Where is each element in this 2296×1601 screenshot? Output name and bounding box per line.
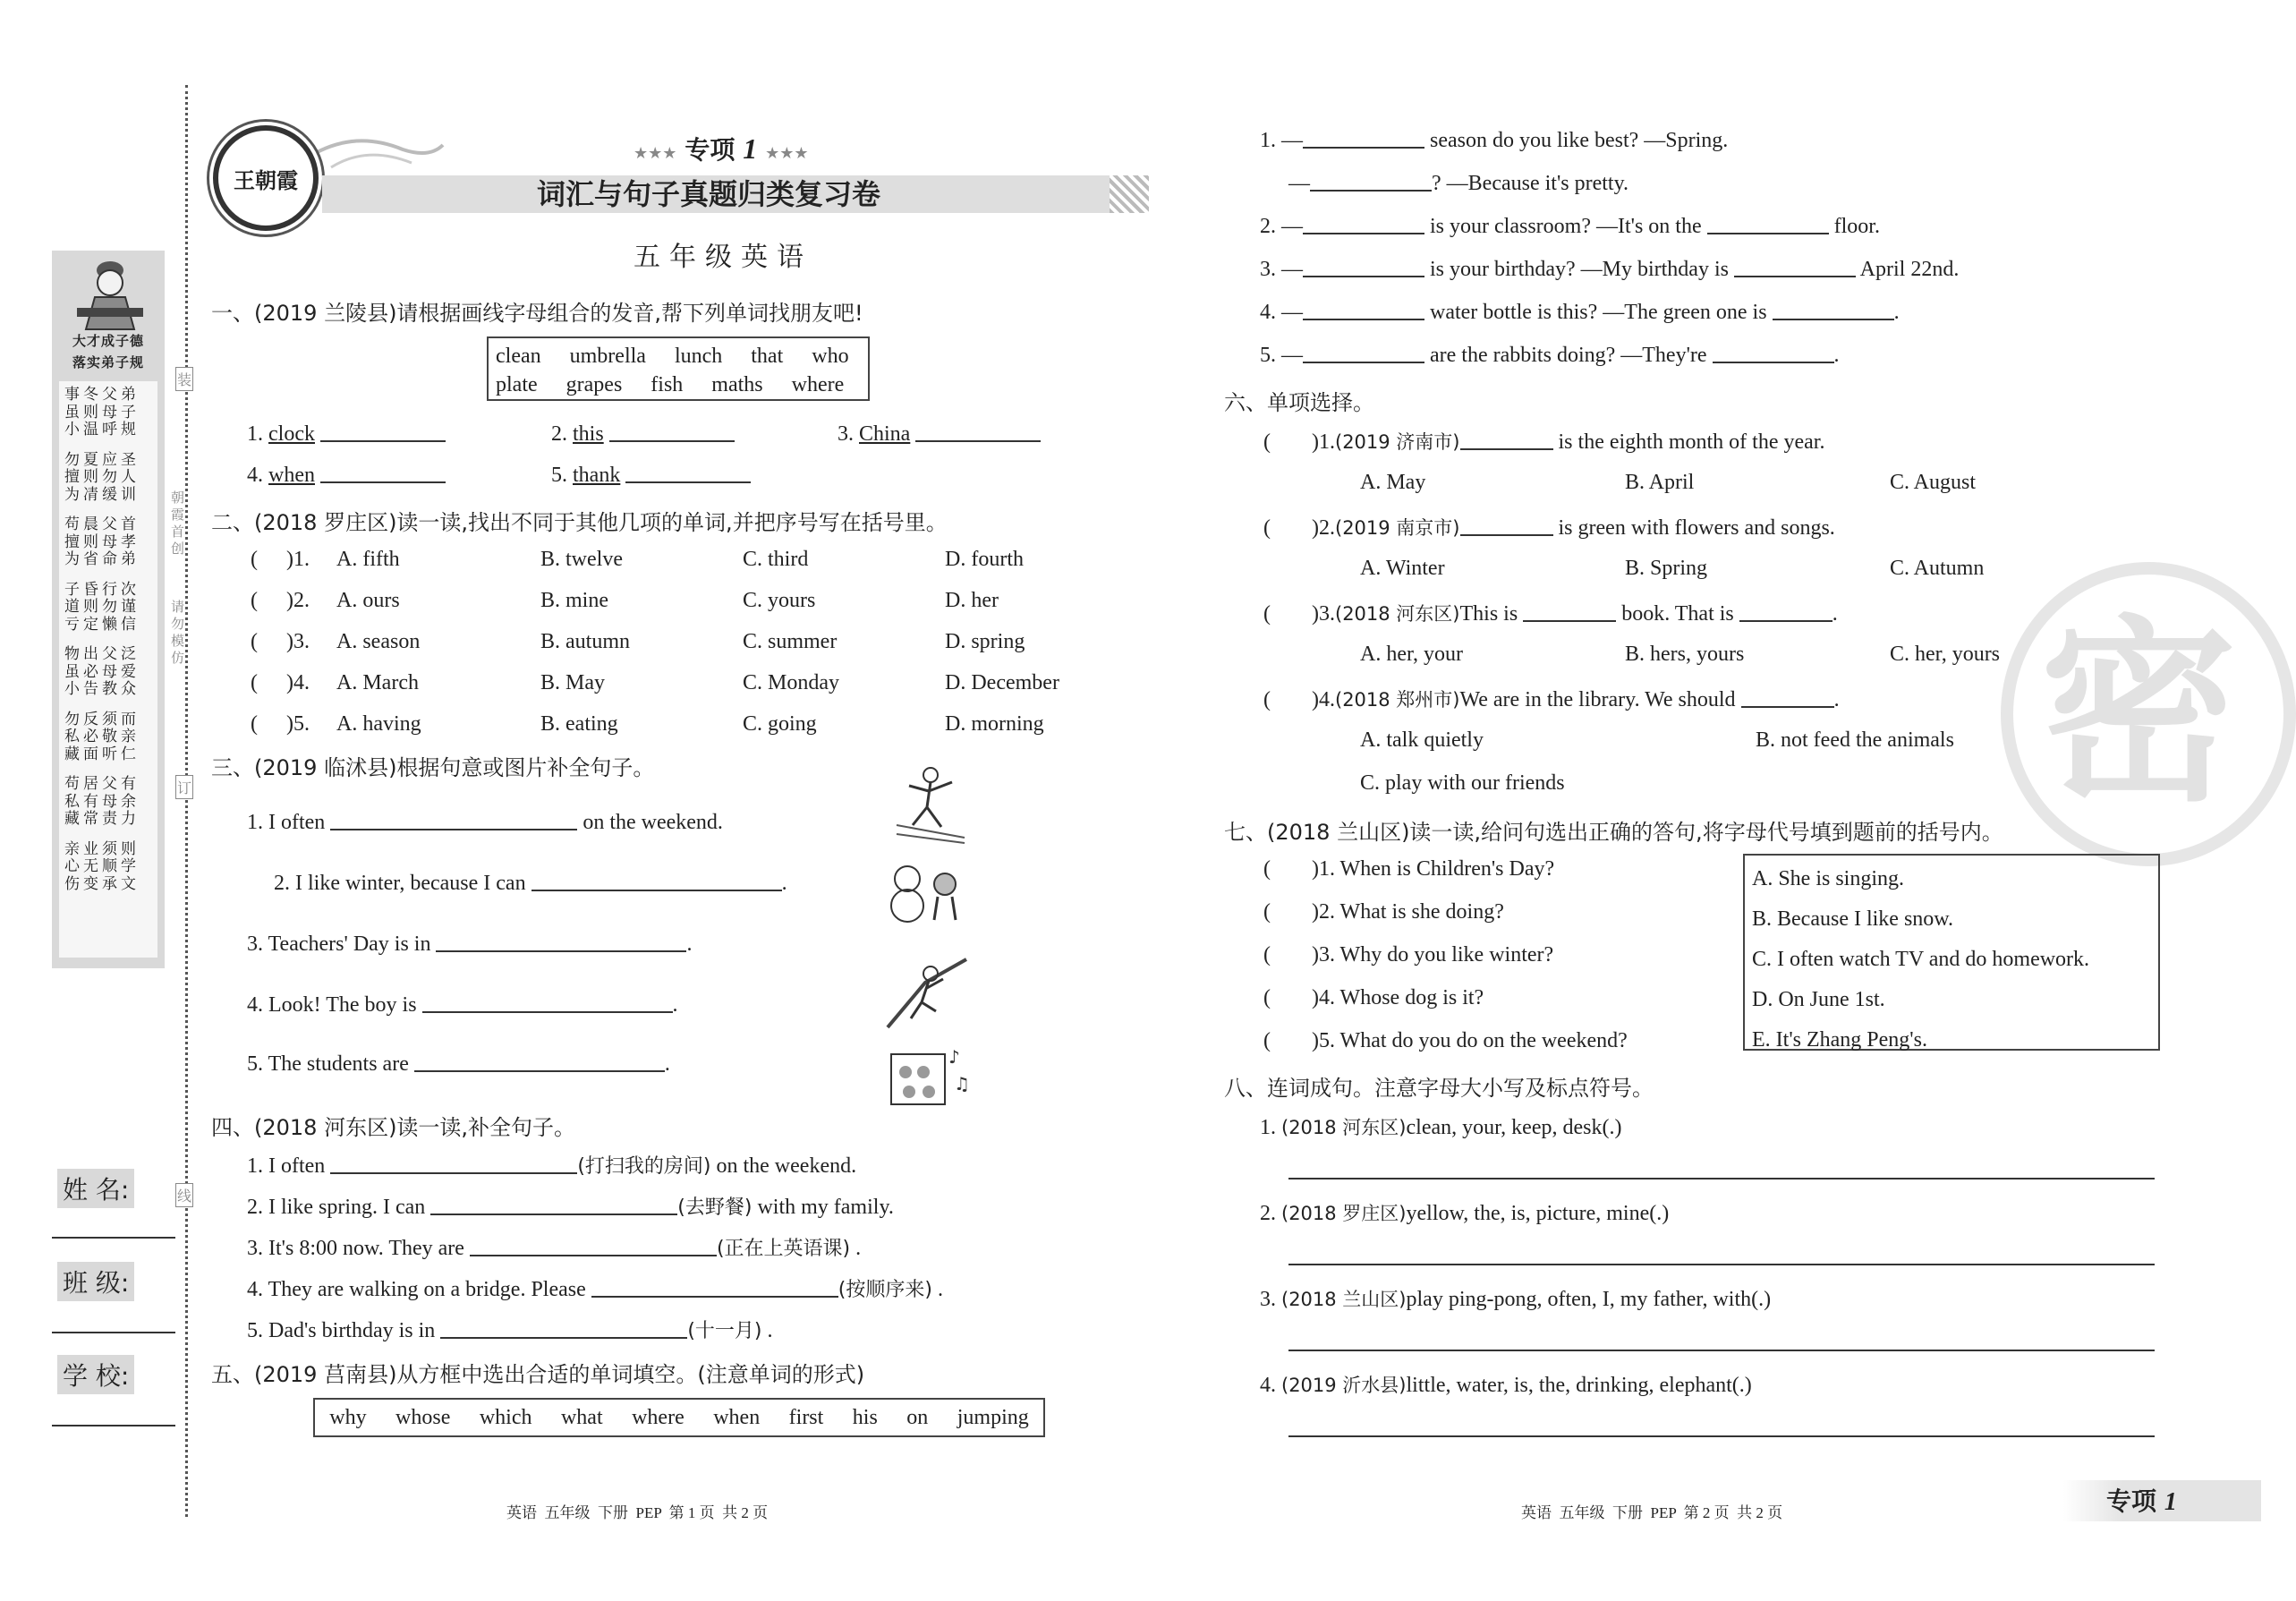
s2-row-a[interactable]: A. ours	[336, 589, 400, 612]
verse-line: 事冬父弟	[64, 386, 140, 404]
verse-block	[64, 516, 157, 569]
s2-row-paren[interactable]: (	[251, 589, 258, 612]
s6-item-1: ( )1.(2019 济南市) is the eighth month of the year.	[1263, 430, 1825, 454]
s2-row-a[interactable]: A. March	[336, 671, 419, 694]
s5-item-1b: — ? —Because it's pretty.	[1288, 172, 1629, 195]
margin-notice-2: 请勿模仿	[169, 600, 185, 668]
verse-block	[64, 646, 157, 699]
stars-right: ★★★	[765, 144, 809, 163]
s7-question: ( )1. When is Children's Day?	[1263, 857, 1555, 881]
verse-line: 虽必母爱	[64, 662, 140, 681]
verse-line: 私必敬亲	[64, 728, 140, 745]
margin-char-zhuang: 装	[175, 367, 193, 391]
page-subtitle: 五年级英语	[634, 242, 812, 273]
answer-blank[interactable]	[320, 462, 446, 483]
s2-row-a[interactable]: A. having	[336, 712, 421, 736]
s2-row-q: )5.	[286, 712, 310, 736]
binding-dotted-line	[185, 85, 188, 1517]
answer-blank[interactable]	[531, 870, 782, 891]
s5-item-3: 3. — is your birthday? —My birthday is April 22nd.	[1260, 258, 1960, 281]
verse-line: 苟晨父首	[64, 515, 140, 533]
s6-heading: 六、单项选择。	[1224, 390, 1374, 415]
stamp-char: 密	[2040, 599, 2238, 828]
s2-row-c[interactable]: C. third	[743, 548, 809, 571]
s2-row-d[interactable]: D. morning	[945, 712, 1044, 736]
answer-blank[interactable]	[1773, 299, 1894, 320]
s5-box-word: on	[906, 1406, 929, 1429]
answer-blank[interactable]	[414, 1051, 665, 1072]
logo-badge	[213, 125, 319, 231]
school-field[interactable]	[52, 1425, 175, 1426]
s3-item-1: 1. I often on the weekend.	[247, 811, 723, 834]
footer-right: 英语 五年级 下册 PEP 第 2 页 共 2 页	[1521, 1504, 1783, 1521]
s5-box-word: when	[713, 1406, 761, 1429]
answer-blank[interactable]	[915, 421, 1041, 442]
verse-line: 勿反须而	[64, 710, 140, 728]
s1-box-row-1	[496, 342, 868, 370]
verse-block	[64, 387, 157, 439]
verse-block	[64, 582, 157, 634]
s2-row-b[interactable]: B. May	[540, 671, 605, 694]
answer-blank[interactable]	[1713, 342, 1834, 363]
s8-answer-line[interactable]	[1288, 1350, 2155, 1351]
name-field[interactable]	[52, 1237, 175, 1239]
footer-left: 英语 五年级 下册 PEP 第 1 页 共 2 页	[506, 1504, 769, 1521]
topic-label: 专项	[685, 135, 736, 165]
verse-line: 小告教众	[64, 680, 140, 698]
answer-paren[interactable]	[1271, 430, 1312, 450]
s1-item-3: 3. China	[838, 421, 1041, 447]
s7-answer: B. Because I like snow.	[1752, 907, 1954, 931]
s8-item: 2. (2018 罗庄区)yellow, the, is, picture, mine(.)	[1260, 1202, 1670, 1225]
answer-blank[interactable]	[440, 1317, 687, 1339]
svg-text:♪: ♪	[948, 1046, 960, 1068]
s5-item-4: 4. — water bottle is this? —The green one is .	[1260, 301, 1900, 324]
s2-row-a[interactable]: A. fifth	[336, 548, 400, 571]
s5-word-box	[313, 1398, 1045, 1437]
s1-box-row-2	[496, 370, 868, 399]
s6-opt-2c[interactable]: C. Autumn	[1890, 557, 1985, 580]
s2-row-paren[interactable]: (	[251, 548, 258, 571]
s7-answer: C. I often watch TV and do homework.	[1752, 948, 2090, 971]
answer-blank[interactable]	[1741, 686, 1834, 708]
s1-box-word: umbrella	[569, 345, 646, 368]
s6-opt-3b[interactable]: B. hers, yours	[1625, 643, 1745, 666]
s7-question: ( )5. What do you do on the weekend?	[1263, 1029, 1628, 1052]
svg-text:♫: ♫	[954, 1073, 970, 1094]
s5-item-5: 5. — are the rabbits doing? —They're .	[1260, 344, 1840, 367]
s2-row-d[interactable]: D. fourth	[945, 548, 1024, 571]
answer-paren[interactable]	[1271, 943, 1312, 963]
s4-item: 2. I like spring. I can (去野餐) with my family.	[247, 1196, 894, 1219]
answer-blank[interactable]	[470, 1235, 717, 1256]
s1-box-word: maths	[711, 373, 763, 396]
s3-item-5: 5. The students are .	[247, 1052, 670, 1076]
name-label: 姓 名:	[57, 1169, 134, 1208]
answer-blank[interactable]	[591, 1276, 838, 1298]
sidebar-motto-2: 落实弟子规	[72, 354, 144, 370]
school-label: 学 校:	[57, 1355, 134, 1394]
logo-text: 王朝霞	[234, 168, 298, 193]
s5-box-word: his	[852, 1406, 878, 1429]
verse-line: 物出父泛	[64, 645, 140, 663]
s5-box-word: why	[329, 1406, 367, 1429]
s5-box-word: whose	[395, 1406, 451, 1429]
answer-blank[interactable]	[1303, 299, 1424, 320]
s5-item-1: 1. — season do you like best? —Spring.	[1260, 129, 1729, 152]
sidebar-motto-1: 大才成子德	[72, 333, 144, 349]
s3-item-2: 2. I like winter, because I can .	[274, 872, 787, 895]
s2-heading: 二、(2018 罗庄区)读一读,找出不同于其他几项的单词,并把序号写在括号里。	[211, 510, 948, 535]
s5-box-word: which	[479, 1406, 532, 1429]
answer-blank[interactable]	[330, 1153, 577, 1174]
s1-heading: 一、(2019 兰陵县)请根据画线字母组合的发音,帮下列单词找朋友吧!	[211, 301, 863, 326]
answer-blank[interactable]	[1303, 342, 1424, 363]
verse-line: 擅则母孝	[64, 532, 140, 551]
answer-blank[interactable]	[1460, 429, 1553, 450]
answer-blank[interactable]	[1523, 600, 1616, 622]
verse-line: 私有母余	[64, 792, 140, 811]
verse-line: 小温呼规	[64, 421, 140, 439]
answer-blank[interactable]	[1303, 213, 1424, 234]
s2-row-b[interactable]: B. autumn	[540, 630, 630, 653]
class-field[interactable]	[52, 1332, 175, 1333]
s5-heading: 五、(2019 莒南县)从方框中选出合适的单词填空。(注意单词的形式)	[211, 1362, 865, 1387]
answer-blank[interactable]	[430, 1194, 677, 1215]
s1-box-word: that	[751, 345, 784, 368]
margin-notice-1: 朝霞首创	[169, 490, 185, 558]
answer-blank[interactable]	[1310, 170, 1432, 192]
s2-row-q: )4.	[286, 671, 310, 694]
s6-opt-4b[interactable]: B. not feed the animals	[1756, 728, 1954, 752]
s2-row-q: )3.	[286, 630, 310, 653]
verse-line: 伤变承文	[64, 874, 140, 893]
s7-heading: 七、(2018 兰山区)读一读,给问句选出正确的答句,将字母代号填到题前的括号内。	[1224, 820, 2003, 845]
answer-paren[interactable]	[1271, 602, 1312, 622]
verse-line: 藏面听仁	[64, 745, 140, 763]
s1-box-word: where	[791, 373, 845, 396]
s8-item: 1. (2018 河东区)clean, your, keep, desk(.)	[1260, 1116, 1622, 1139]
answer-paren[interactable]	[1271, 900, 1312, 920]
secret-stamp	[2001, 562, 2296, 866]
s5-item-2: 2. — is your classroom? —It's on the floor.	[1260, 215, 1880, 238]
verse-line: 藏常责力	[64, 810, 140, 828]
s7-answer-box	[1743, 854, 2160, 1051]
s8-item: 3. (2018 兰山区)play ping-pong, often, I, my father, with(.)	[1260, 1288, 1772, 1311]
title-band-pattern	[1110, 175, 1149, 213]
s2-row-q: )2.	[286, 589, 310, 612]
s1-word-box	[487, 336, 870, 401]
answer-blank[interactable]	[1303, 256, 1424, 277]
s3-item-4: 4. Look! The boy is .	[247, 993, 678, 1017]
margin-char-xian: 线	[175, 1183, 193, 1207]
s6-opt-2a[interactable]: A. Winter	[1360, 557, 1445, 580]
s1-box-word: clean	[496, 345, 541, 368]
s2-row-c[interactable]: C. Monday	[743, 671, 839, 694]
snowman-picture	[880, 857, 970, 924]
s1-box-word: fish	[651, 373, 684, 396]
climbing-picture	[880, 956, 970, 1029]
s1-item-1: 1. clock	[247, 421, 446, 447]
s8-answer-line[interactable]	[1288, 1264, 2155, 1265]
s8-heading: 八、连词成句。注意字母大小写及标点符号。	[1224, 1076, 1654, 1101]
verse-block	[64, 776, 157, 829]
s2-row-c[interactable]: C. going	[743, 712, 817, 736]
s1-item-5: 5. thank	[551, 462, 751, 488]
s8-item: 4. (2019 沂水县)little, water, is, the, drinking, elephant(.)	[1260, 1374, 1752, 1397]
topic-line	[634, 131, 809, 166]
s6-opt-4a[interactable]: A. talk quietly	[1360, 728, 1484, 752]
s2-row-paren[interactable]: (	[251, 671, 258, 694]
verse-line: 苟居父有	[64, 775, 140, 793]
s7-answer: E. It's Zhang Peng's.	[1752, 1028, 1927, 1052]
s8-answer-line[interactable]	[1288, 1435, 2155, 1437]
stars-left: ★★★	[634, 144, 677, 163]
footer-tag: 专项 1	[2106, 1486, 2177, 1516]
answer-blank[interactable]	[1707, 213, 1829, 234]
sidebar-verse	[64, 387, 157, 906]
answer-paren[interactable]	[1271, 1029, 1312, 1049]
s4-item: 3. It's 8:00 now. They are (正在上英语课) .	[247, 1237, 862, 1260]
s6-item-4: ( )4.(2018 郑州市)We are in the library. We should .	[1263, 688, 1840, 711]
s6-opt-3c[interactable]: C. her, yours	[1890, 643, 2001, 666]
s6-opt-4c[interactable]: C. play with our friends	[1360, 771, 1565, 795]
s7-answer: A. She is singing.	[1752, 867, 1905, 890]
s2-row-d[interactable]: D. spring	[945, 630, 1025, 653]
answer-blank[interactable]	[625, 462, 751, 483]
answer-paren[interactable]	[1271, 986, 1312, 1006]
s7-question: ( )3. Why do you like winter?	[1263, 943, 1554, 967]
s2-row-d[interactable]: D. December	[945, 671, 1059, 694]
s6-opt-1b[interactable]: B. April	[1625, 471, 1695, 494]
answer-blank[interactable]	[1739, 600, 1833, 622]
answer-paren[interactable]	[1271, 516, 1312, 536]
s1-item-4: 4. when	[247, 462, 446, 488]
s7-question: ( )4. Whose dog is it?	[1263, 986, 1484, 1009]
answer-blank[interactable]	[436, 931, 686, 952]
answer-paren[interactable]	[1271, 688, 1312, 708]
verse-line: 道则勿谨	[64, 598, 140, 616]
s2-row-d[interactable]: D. her	[945, 589, 999, 612]
s5-box-word: where	[632, 1406, 685, 1429]
answer-blank[interactable]	[330, 809, 577, 830]
s2-row-q: )1.	[286, 548, 310, 571]
s2-row-b[interactable]: B. mine	[540, 589, 608, 612]
verse-line: 亲业须则	[64, 839, 140, 858]
s1-item-2: 2. this	[551, 421, 735, 447]
s1-box-word: grapes	[565, 373, 623, 396]
s1-box-word: who	[812, 345, 849, 368]
s6-item-2: ( )2.(2019 南京市) is green with flowers and songs.	[1263, 516, 1835, 540]
s2-row-a[interactable]: A. season	[336, 630, 421, 653]
s1-box-word: plate	[496, 373, 538, 396]
verse-line: 亏定懒信	[64, 615, 140, 634]
s6-opt-3a[interactable]: A. her, your	[1360, 643, 1464, 666]
singing-picture	[882, 1036, 968, 1117]
s6-opt-1c[interactable]: C. August	[1890, 471, 1977, 494]
margin-char-ding: 订	[175, 775, 193, 799]
s2-row-c[interactable]: C. summer	[743, 630, 838, 653]
s4-item: 4. They are walking on a bridge. Please (按顺序来) .	[247, 1278, 943, 1301]
s3-item-3: 3. Teachers' Day is in .	[247, 932, 693, 956]
class-label: 班 级:	[57, 1262, 134, 1301]
verse-block	[64, 711, 157, 764]
answer-blank[interactable]	[609, 421, 735, 442]
answer-blank[interactable]	[422, 992, 673, 1013]
answer-paren[interactable]	[1271, 857, 1312, 877]
answer-blank[interactable]	[320, 421, 446, 442]
s5-box-word: what	[560, 1406, 603, 1429]
s5-box-word: first	[788, 1406, 824, 1429]
s2-row-paren[interactable]: (	[251, 630, 258, 653]
verse-line: 虽则母子	[64, 403, 140, 422]
answer-blank[interactable]	[1734, 256, 1856, 277]
verse-line: 子昏行次	[64, 580, 140, 599]
scholar-boy-illustration	[68, 258, 152, 331]
verse-line: 勿夏应圣	[64, 450, 140, 469]
s1-box-word: lunch	[674, 345, 723, 368]
s5-box-word: jumping	[957, 1406, 1029, 1429]
s2-row-c[interactable]: C. yours	[743, 589, 816, 612]
verse-block	[64, 841, 157, 894]
verse-block	[64, 452, 157, 505]
s8-answer-line[interactable]	[1288, 1178, 2155, 1179]
s2-row-b[interactable]: B. eating	[540, 712, 618, 736]
s6-opt-2b[interactable]: B. Spring	[1625, 557, 1708, 580]
s4-heading: 四、(2018 河东区)读一读,补全句子。	[211, 1115, 576, 1140]
s2-row-paren[interactable]: (	[251, 712, 258, 736]
s2-row-b[interactable]: B. twelve	[540, 548, 623, 571]
s7-question: ( )2. What is she doing?	[1263, 900, 1504, 924]
verse-line: 为凊缓训	[64, 485, 140, 504]
page-title: 词汇与句子真题归类复习卷	[537, 177, 881, 211]
verse-line: 心无顺学	[64, 857, 140, 875]
s7-answer: D. On June 1st.	[1752, 988, 1885, 1011]
topic-number: 1	[743, 132, 758, 165]
answer-blank[interactable]	[1460, 515, 1553, 536]
verse-line: 擅则勿人	[64, 468, 140, 486]
s6-item-3: ( )3.(2018 河东区)This is book. That is .	[1263, 602, 1838, 626]
s4-item: 1. I often (打扫我的房间) on the weekend.	[247, 1154, 857, 1178]
verse-line: 为省命弟	[64, 550, 140, 568]
s3-heading: 三、(2019 临沭县)根据句意或图片补全句子。	[211, 755, 655, 780]
s4-item: 5. Dad's birthday is in (十一月) .	[247, 1319, 773, 1342]
s6-opt-1a[interactable]: A. May	[1360, 471, 1426, 494]
skating-picture	[891, 762, 970, 843]
answer-blank[interactable]	[1303, 127, 1424, 149]
